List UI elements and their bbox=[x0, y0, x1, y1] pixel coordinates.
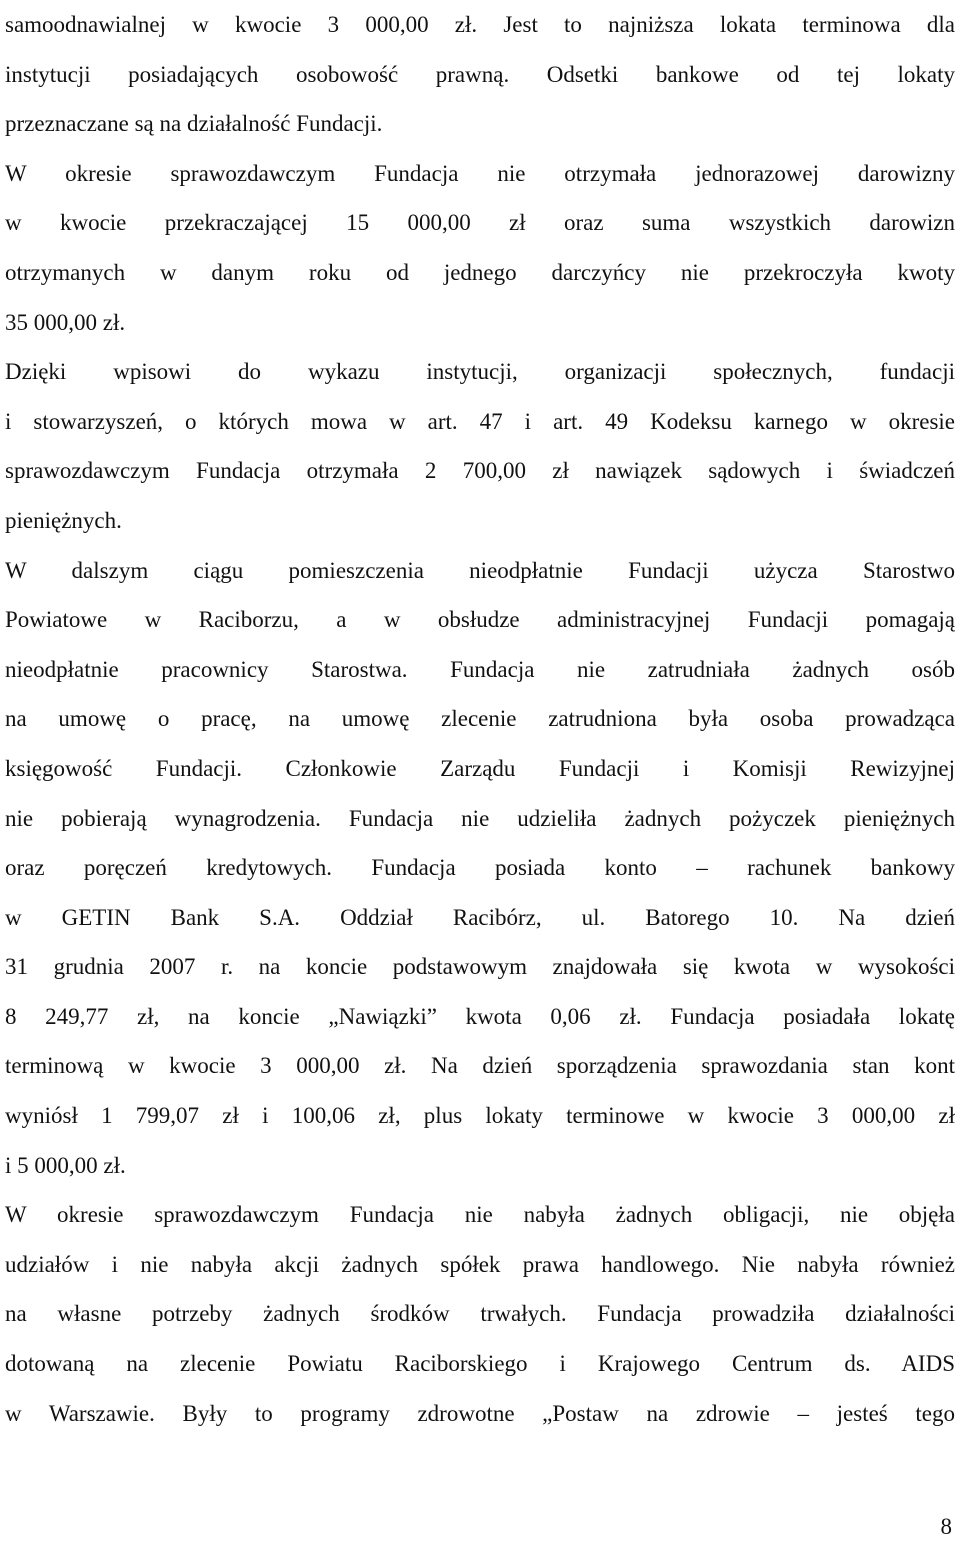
text-line: nie pobierają wynagrodzenia. Fundacja nie udzieliła żadnych pożyczek pieniężnych bbox=[5, 805, 955, 831]
text-line: Dzięki wpisowi do wykazu instytucji, organizacji społecznych, fundacji bbox=[5, 359, 955, 385]
paragraph bbox=[5, 149, 955, 347]
text-line: pieniężnych. bbox=[5, 507, 122, 533]
text-line: na własne potrzeby żadnych środków trwałych. Fundacja prowadziła działalności bbox=[5, 1301, 955, 1327]
text-line: W okresie sprawozdawczym Fundacja nie nabyła żadnych obligacji, nie objęła bbox=[5, 1202, 955, 1228]
text-line: w kwocie przekraczającej 15 000,00 zł oraz suma wszystkich darowizn bbox=[5, 210, 955, 236]
text-line: W dalszym ciągu pomieszczenia nieodpłatnie Fundacji użycza Starostwo bbox=[5, 557, 955, 583]
text-line: i 5 000,00 zł. bbox=[5, 1152, 126, 1178]
text-line: księgowość Fundacji. Członkowie Zarządu Fundacji i Komisji Rewizyjnej bbox=[5, 755, 955, 781]
text-line: sprawozdawczym Fundacja otrzymała 2 700,00 zł nawiązek sądowych i świadczeń bbox=[5, 458, 955, 484]
text-line: oraz poręczeń kredytowych. Fundacja posiada konto – rachunek bankowy bbox=[5, 855, 955, 881]
text-line: w GETIN Bank S.A. Oddział Racibórz, ul. Batorego 10. Na dzień bbox=[5, 904, 955, 930]
page-number: 8 bbox=[940, 1514, 952, 1539]
text-line: w Warszawie. Były to programy zdrowotne „Postaw na zdrowie – jesteś tego bbox=[5, 1400, 955, 1426]
text-line: 8 249,77 zł, na koncie „Nawiązki” kwota 0,06 zł. Fundacja posiadała lokatę bbox=[5, 1003, 955, 1029]
text-line: otrzymanych w danym roku od jednego darczyńcy nie przekroczyła kwoty bbox=[5, 259, 955, 285]
text-line: Powiatowe w Raciborzu, a w obsłudze administracyjnej Fundacji pomagają bbox=[5, 607, 955, 633]
text-line: W okresie sprawozdawczym Fundacja nie otrzymała jednorazowej darowizny bbox=[5, 160, 955, 186]
document-body bbox=[5, 0, 955, 1438]
text-line: instytucji posiadających osobowość prawną. Odsetki bankowe od tej lokaty bbox=[5, 61, 955, 87]
text-line: terminową w kwocie 3 000,00 zł. Na dzień sporządzenia sprawozdania stan kont bbox=[5, 1053, 955, 1079]
text-line: i stowarzyszeń, o których mowa w art. 47 i art. 49 Kodeksu karnego w okresie bbox=[5, 408, 955, 434]
paragraph bbox=[5, 0, 955, 149]
text-line: dotowaną na zlecenie Powiatu Raciborskiego i Krajowego Centrum ds. AIDS bbox=[5, 1351, 955, 1377]
text-line: na umowę o pracę, na umowę zlecenie zatrudniona była osoba prowadząca bbox=[5, 706, 955, 732]
text-line: 31 grudnia 2007 r. na koncie podstawowym znajdowała się kwota w wysokości bbox=[5, 954, 955, 980]
text-line: przeznaczane są na działalność Fundacji. bbox=[5, 111, 383, 137]
paragraph bbox=[5, 347, 955, 545]
text-line: wyniósł 1 799,07 zł i 100,06 zł, plus lokaty terminowe w kwocie 3 000,00 zł bbox=[5, 1103, 955, 1129]
text-line: udziałów i nie nabyła akcji żadnych spółek prawa handlowego. Nie nabyła również bbox=[5, 1251, 955, 1277]
paragraph bbox=[5, 1190, 955, 1438]
paragraph bbox=[5, 546, 955, 1191]
text-line: 35 000,00 zł. bbox=[5, 309, 126, 335]
text-line: samoodnawialnej w kwocie 3 000,00 zł. Jest to najniższa lokata terminowa dla bbox=[5, 12, 955, 37]
text-line: nieodpłatnie pracownicy Starostwa. Fundacja nie zatrudniała żadnych osób bbox=[5, 656, 955, 682]
